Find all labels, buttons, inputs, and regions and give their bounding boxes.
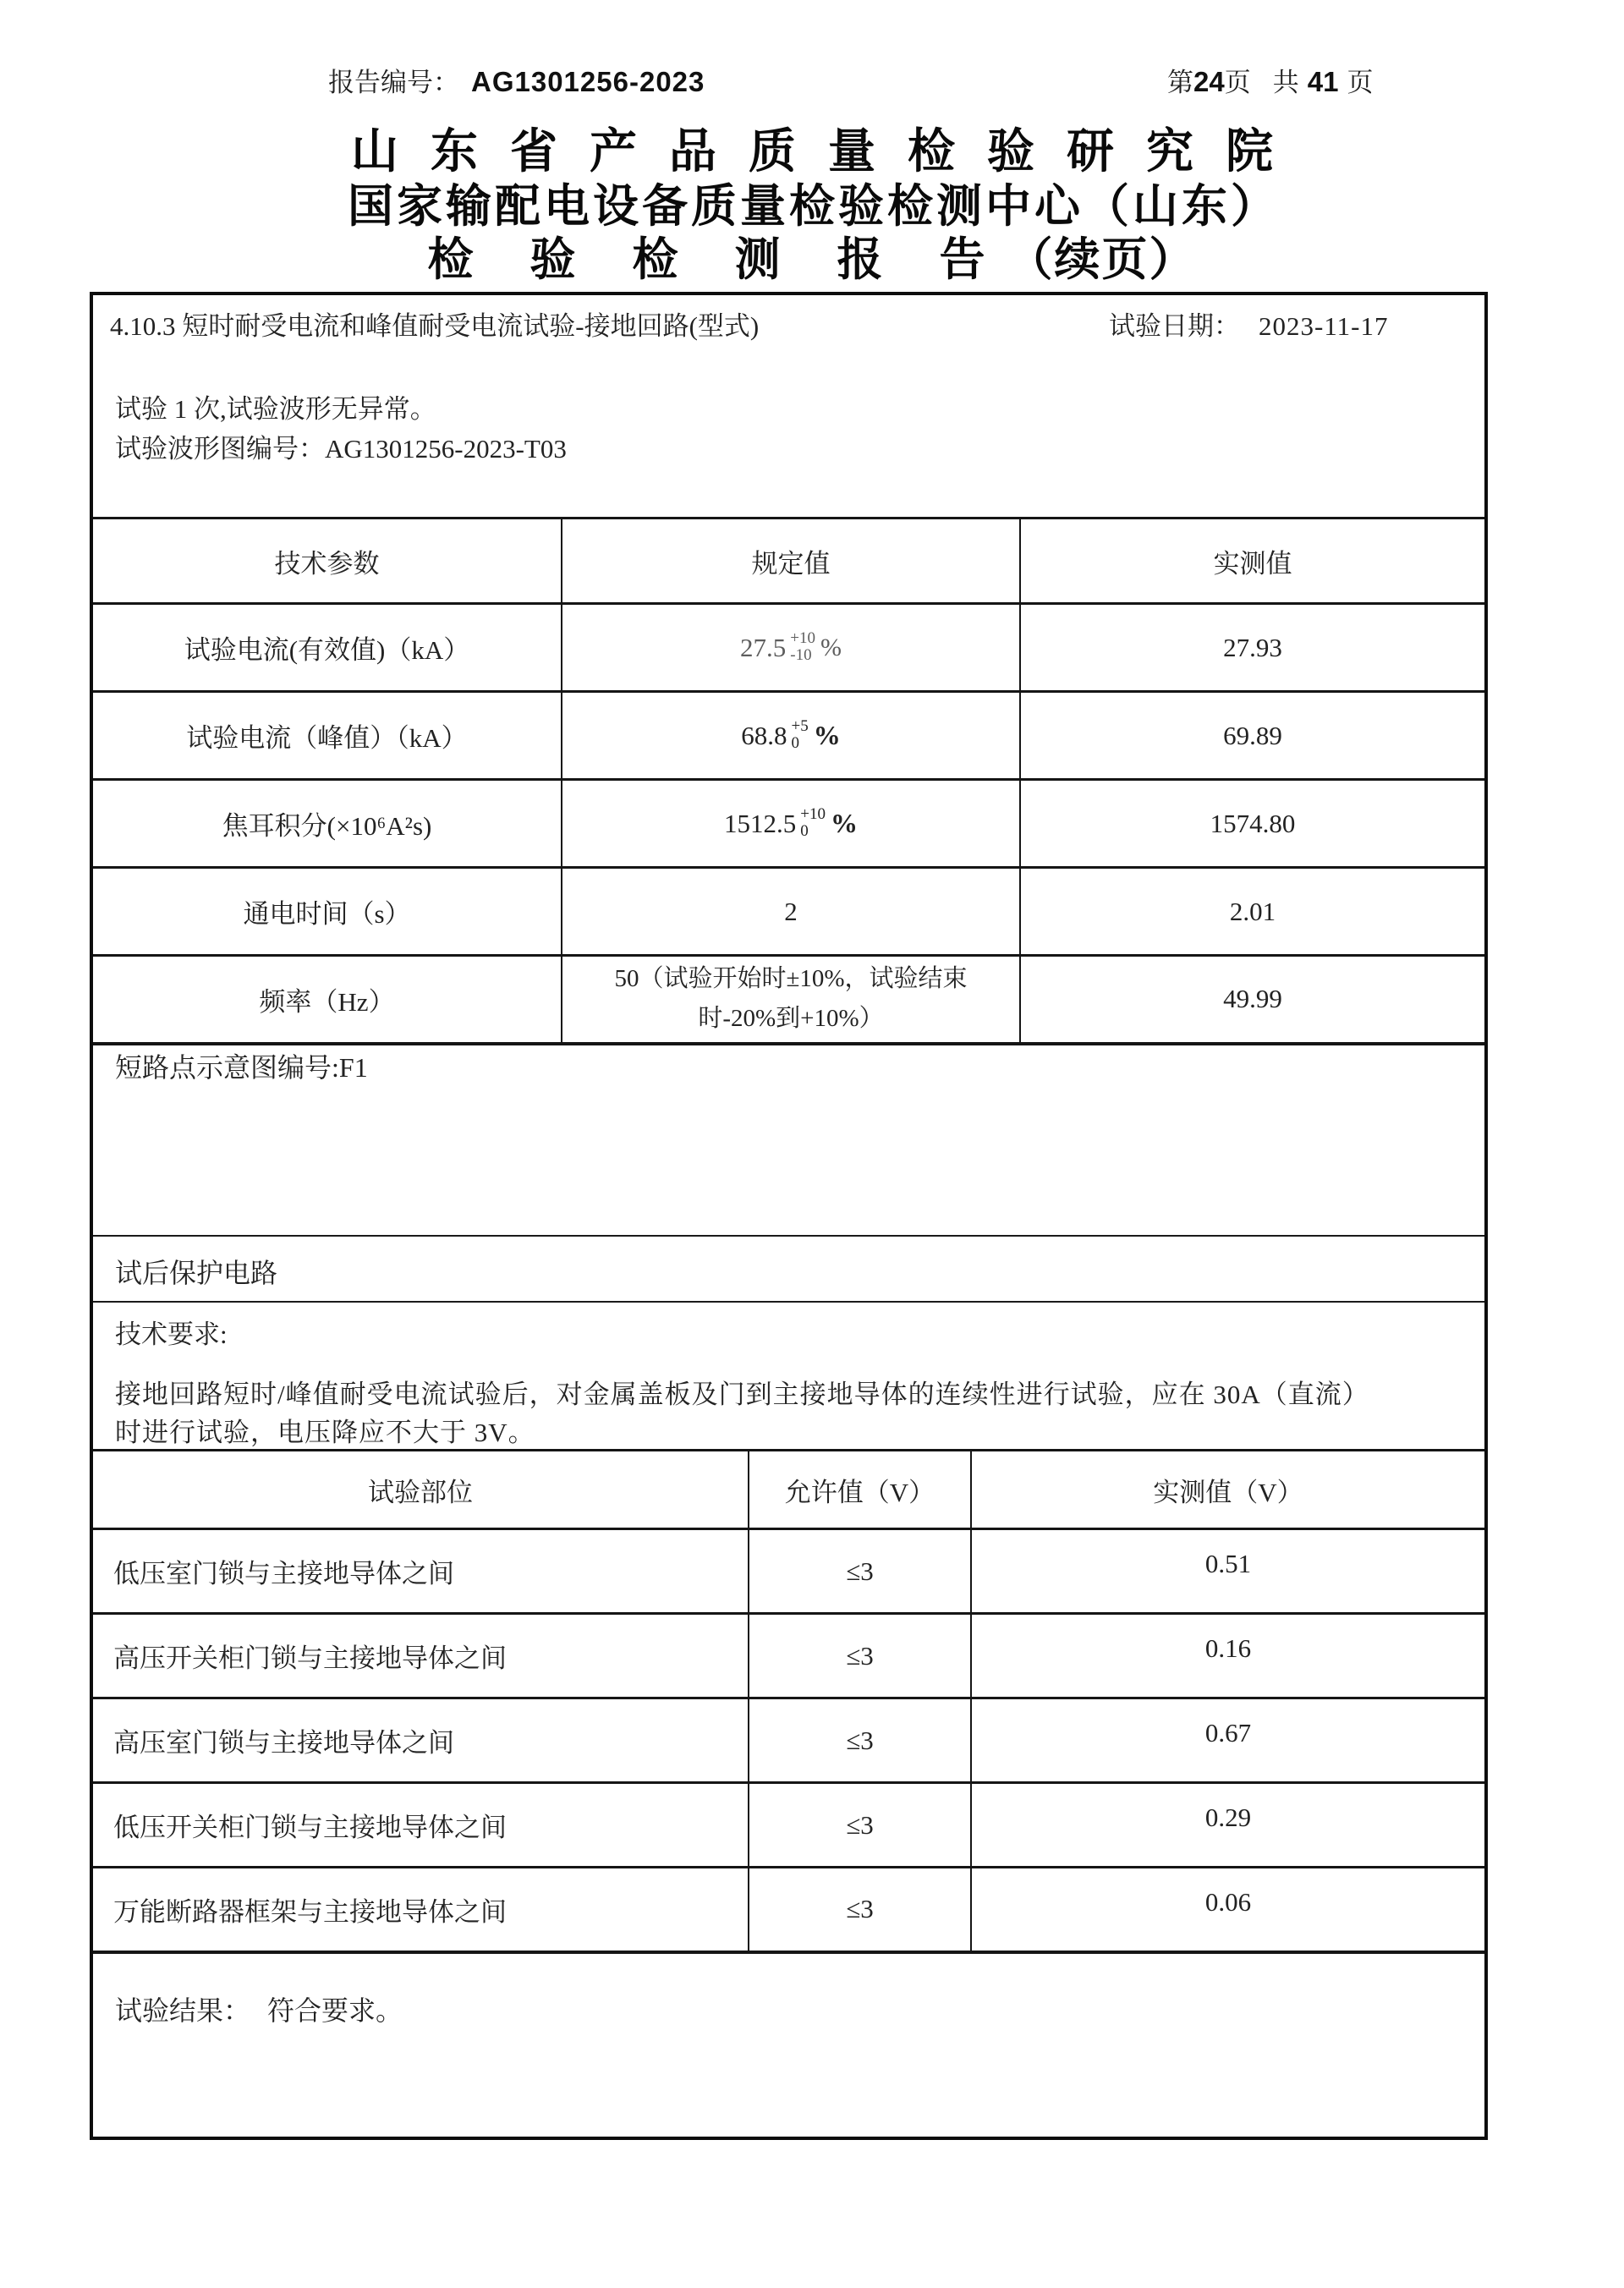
percent-sign: % [813, 720, 841, 750]
allowed-cell: ≤3 [749, 1783, 971, 1868]
allowed-cell: ≤3 [749, 1698, 971, 1783]
param-cell: 试验电流(有效值)（kA） [93, 604, 562, 692]
tolerance-upper: +10 [800, 804, 826, 823]
param-cell: 试验电流（峰值）（kA） [93, 692, 562, 780]
measured-cell: 49.99 [1020, 956, 1484, 1044]
org-title-primary: 山东省产品质量检验研究院 [351, 124, 1305, 178]
part-header-cell: 试验部位 [93, 1451, 749, 1529]
param-header-cell: 技术参数 [93, 519, 562, 604]
tech-requirements-text-line1: 接地回路短时/峰值耐受电流试验后，对金属盖板及门到主接地导体的连续性进行试验，应在 30A（直流） [115, 1380, 1369, 1409]
table-row [93, 1783, 1484, 1868]
measured-cell: 0.06 [971, 1868, 1484, 1952]
table-row [93, 1614, 1484, 1698]
parameters-table-header-row [93, 519, 1484, 604]
table-row [93, 1529, 1484, 1614]
continuity-table-header-row [93, 1451, 1484, 1529]
org-title-secondary: 国家输配电设备质量检验检测中心（山东） [348, 181, 1280, 232]
measured-cell: 0.29 [971, 1783, 1484, 1868]
spec-base-value: 68.8 [741, 720, 787, 750]
table-row [93, 692, 1484, 780]
percent-sign: % [820, 633, 842, 661]
measured-cell: 0.67 [971, 1698, 1484, 1783]
parameters-table [93, 517, 1484, 1045]
measured-cell: 0.16 [971, 1614, 1484, 1698]
tolerance-lower: 0 [800, 821, 809, 840]
spec-base-value: 1512.5 [724, 808, 797, 838]
post-test-protection-label: 试后保护电路 [115, 1258, 278, 1288]
tech-requirements-title: 技术要求: [115, 1320, 228, 1349]
clause-heading: 4.10.3 短时耐受电流和峰值耐受电流试验-接地回路(型式) [110, 311, 760, 341]
part-cell: 低压开关柜门锁与主接地导体之间 [93, 1783, 749, 1868]
page-indicator [1167, 64, 1373, 101]
spec-cell [562, 692, 1020, 780]
page-total: 41 [1307, 66, 1339, 97]
tolerance-lower: 0 [791, 733, 800, 752]
part-cell: 高压开关柜门锁与主接地导体之间 [93, 1614, 749, 1698]
spec-line-2: 时-20%到+10%） [698, 1005, 884, 1033]
param-cell: 频率（Hz） [93, 956, 562, 1044]
allowed-header-cell: 允许值（V） [749, 1451, 971, 1529]
report-title [0, 233, 1624, 286]
result-value: 符合要求。 [267, 1995, 403, 2026]
measured-header-cell: 实测值 [1020, 519, 1484, 604]
spec-cell [562, 780, 1020, 868]
result-label: 试验结果： [115, 1995, 251, 2026]
page-word-ye2: 页 [1347, 68, 1374, 97]
report-number [328, 64, 705, 101]
section-divider [93, 1301, 1484, 1303]
report-title-main: 检 验 检 测 报 告 [427, 234, 1007, 285]
shortcircuit-diagram-note: 短路点示意图编号:F1 [115, 1052, 368, 1083]
report-number-value: AG1301256-2023 [471, 66, 705, 97]
page-word-gong: 共 [1272, 68, 1299, 97]
page-word-ye1: 页 [1224, 68, 1251, 97]
param-cell: 通电时间（s） [93, 868, 562, 956]
report-number-label: 报告编号： [328, 68, 459, 97]
spec-cell: 2 [562, 868, 1020, 956]
tolerance-stack [800, 806, 826, 840]
page-current: 24 [1193, 66, 1225, 97]
measured-cell: 1574.80 [1020, 780, 1484, 868]
measured-header-cell: 实测值（V） [971, 1451, 1484, 1529]
continuity-table [93, 1449, 1484, 1954]
part-cell: 高压室门锁与主接地导体之间 [93, 1698, 749, 1783]
measured-cell: 69.89 [1020, 692, 1484, 780]
table-row [93, 956, 1484, 1044]
spec-header-cell: 规定值 [562, 519, 1020, 604]
spec-line-1: 50（试验开始时±10%，试验结束 [614, 965, 968, 993]
table-row [93, 1868, 1484, 1952]
part-cell: 低压室门锁与主接地导体之间 [93, 1529, 749, 1614]
allowed-cell: ≤3 [749, 1614, 971, 1698]
page-word-di: 第 [1167, 68, 1193, 97]
report-title-suffix: （续页） [1007, 234, 1197, 285]
measured-cell: 27.93 [1020, 604, 1484, 692]
test-result [115, 1992, 403, 2029]
tech-requirements-text-line2: 时进行试验，电压降应不大于 3V。 [115, 1418, 535, 1447]
spec-base-value: 27.5 [740, 632, 787, 662]
spec-cell [562, 604, 1020, 692]
table-row [93, 604, 1484, 692]
tolerance-stack [790, 630, 815, 664]
tolerance-lower: -10 [790, 645, 812, 664]
allowed-cell: ≤3 [749, 1529, 971, 1614]
test-date-label: 试验日期： [1109, 311, 1240, 341]
tolerance-upper: +10 [790, 628, 815, 647]
table-row [93, 780, 1484, 868]
measured-cell: 2.01 [1020, 868, 1484, 956]
allowed-cell: ≤3 [749, 1868, 971, 1952]
part-cell: 万能断路器框架与主接地导体之间 [93, 1868, 749, 1952]
param-cell: 焦耳积分(×10⁶A²s) [93, 780, 562, 868]
note-waveform-id: 试验波形图编号：AG1301256-2023-T03 [115, 434, 567, 464]
tolerance-stack [792, 718, 809, 752]
percent-sign: % [830, 808, 858, 838]
spec-cell [562, 956, 1020, 1044]
tolerance-upper: +5 [791, 716, 809, 735]
table-row [93, 1698, 1484, 1783]
table-row [93, 868, 1484, 956]
test-date-value: 2023-11-17 [1259, 311, 1389, 341]
note-test-count: 试验 1 次,试验波形无异常。 [115, 394, 436, 424]
measured-cell: 0.51 [971, 1529, 1484, 1614]
section-divider [93, 1235, 1484, 1237]
test-date [1109, 310, 1389, 343]
content-box [90, 292, 1488, 2140]
